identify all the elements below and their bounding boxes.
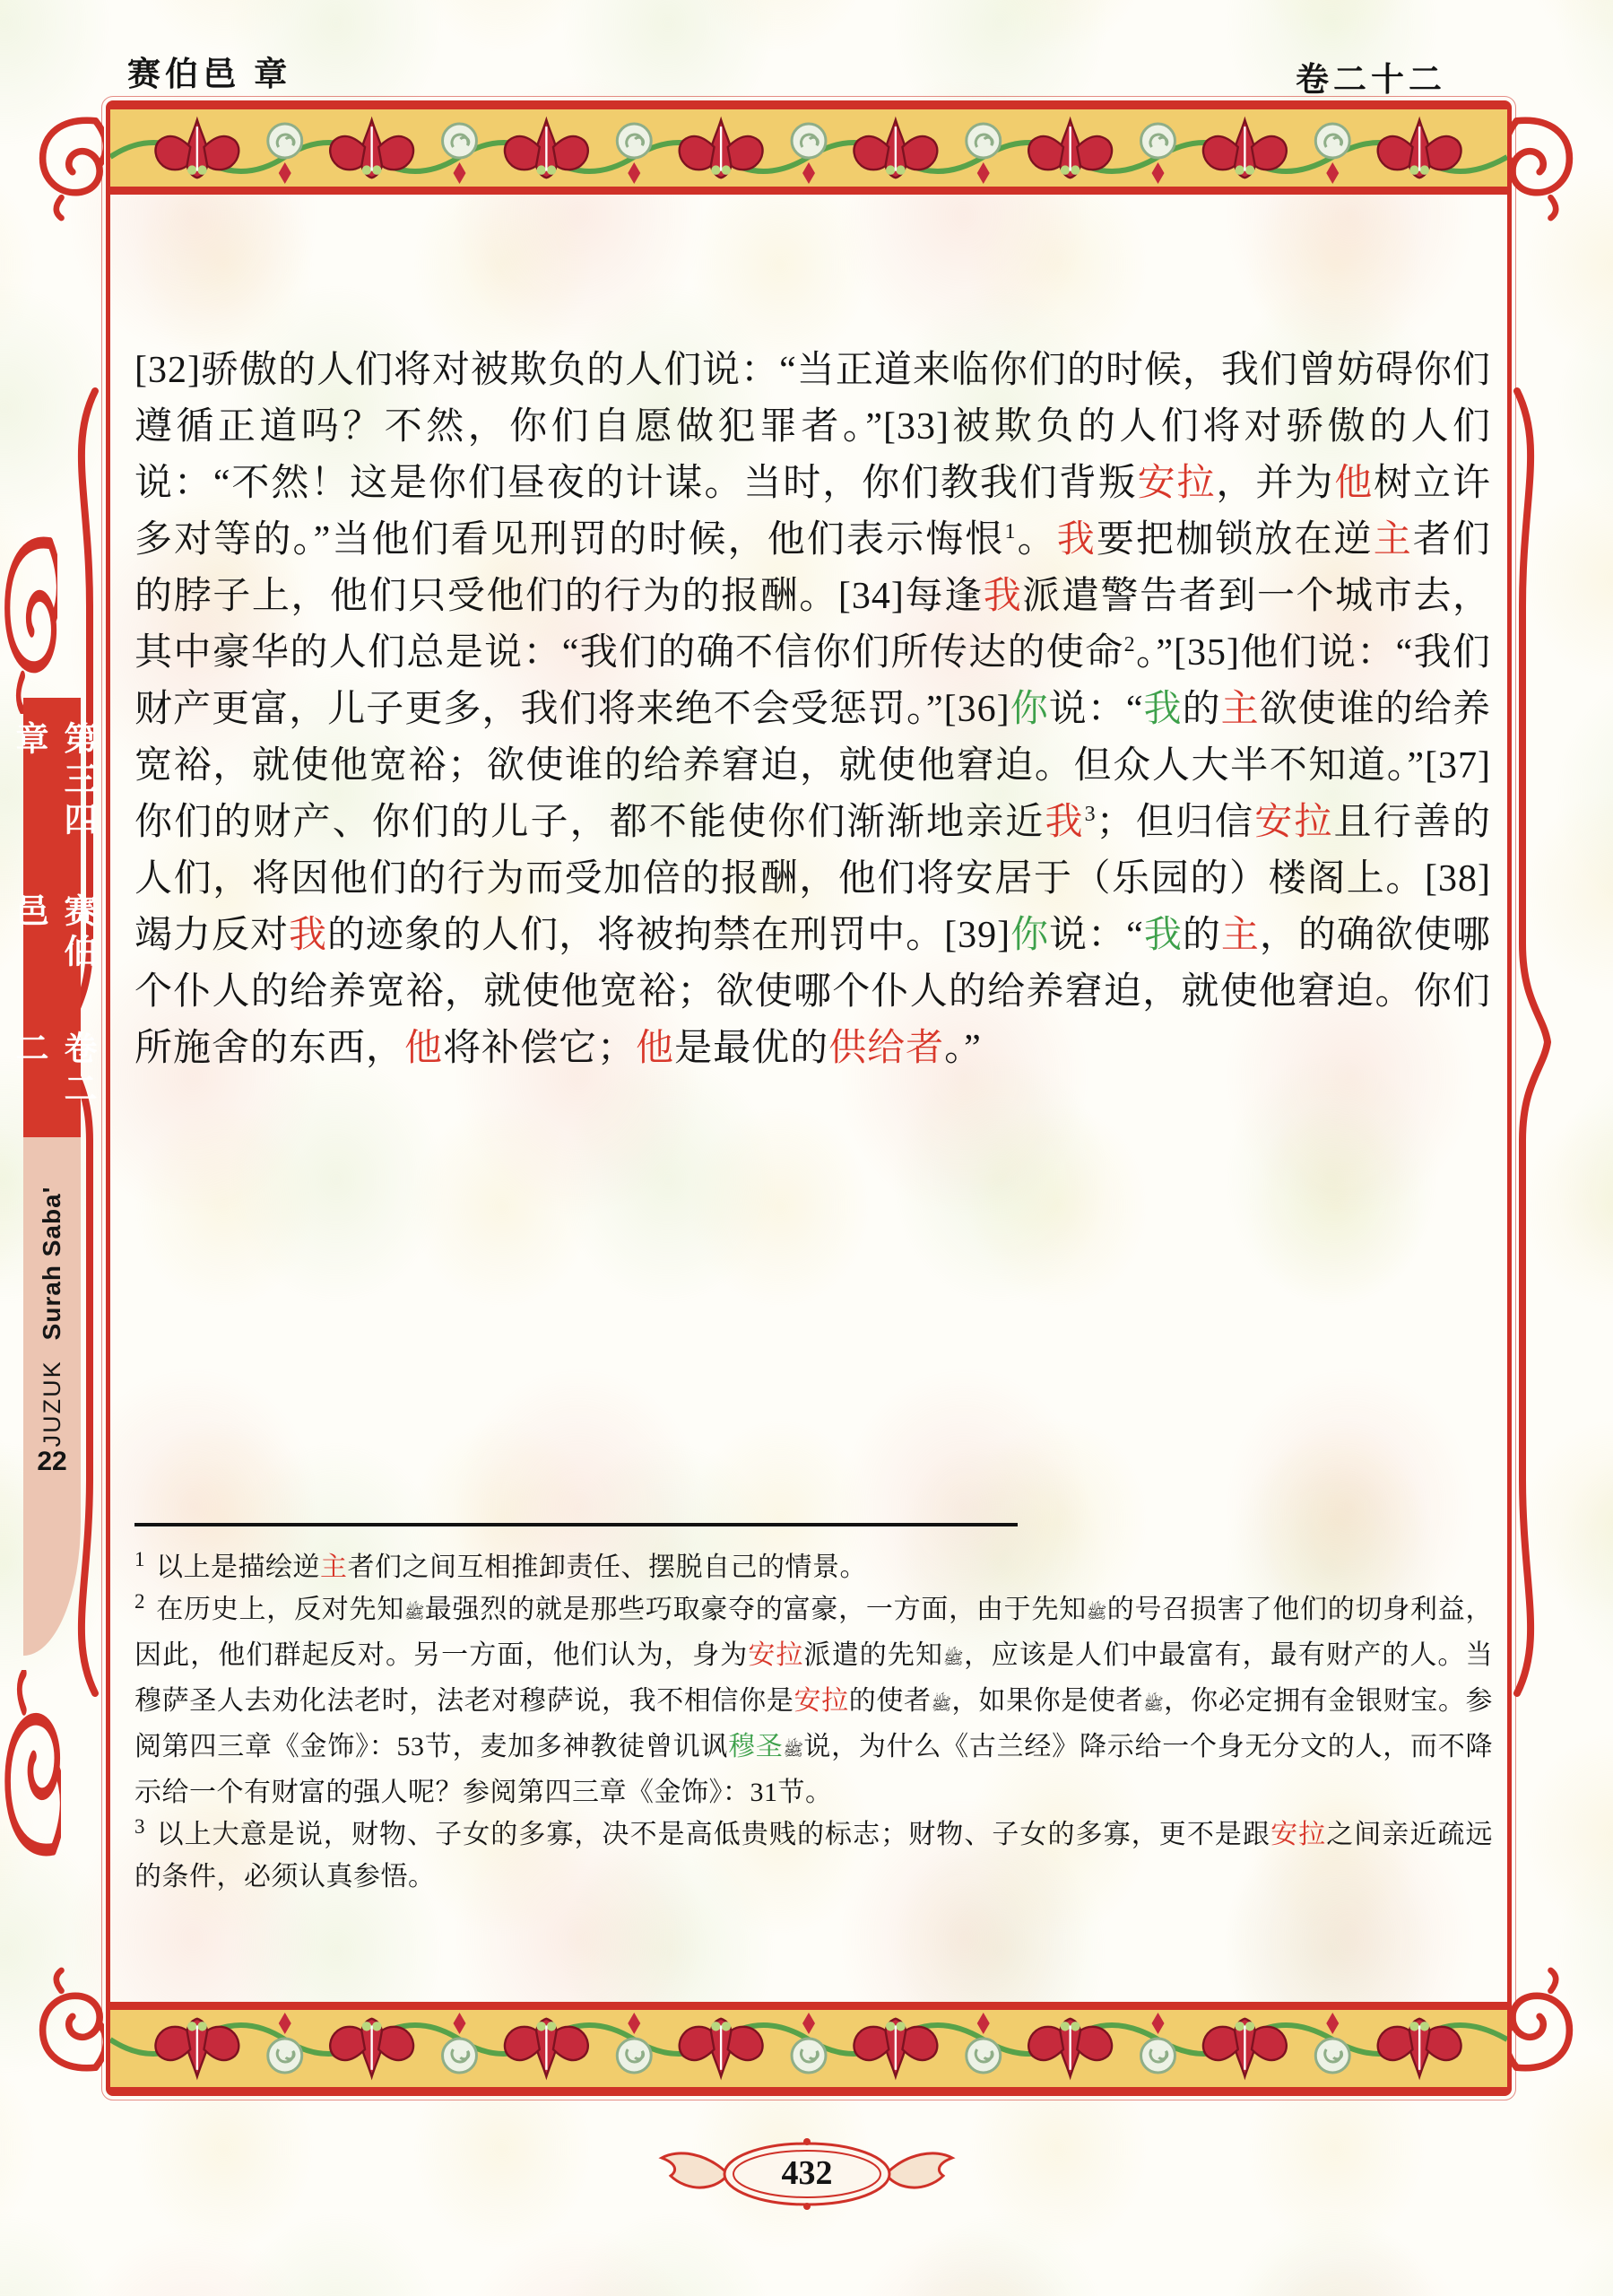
footnote-marker-2: 2 — [134, 1590, 145, 1613]
sidebar-surah-name: 赛伯邑 — [10, 893, 95, 975]
footnote-3 — [134, 1813, 1493, 1898]
sidebar-chapter-bar — [10, 698, 95, 1137]
corner-scroll-ornament — [36, 1966, 104, 2075]
footnote-1-text: 以上是描绘逆主者们之间互相推卸责任、摆脱自己的情景。 — [156, 1552, 867, 1582]
footnote-3-text: 以上大意是说，财物、子女的多寡，决不是高低贵贱的标志；财物、子女的多寡，更不是跟安拉之间亲近疏远的条件，必须认真参悟。 — [134, 1820, 1493, 1892]
sidebar-chapter-number: 第三四章 — [10, 721, 95, 842]
sidebar-volume: 卷二二 — [10, 1031, 95, 1112]
sidebar-juz-label — [38, 1187, 66, 1448]
footnote-2 — [134, 1588, 1493, 1813]
footnotes-section — [134, 1523, 1493, 1898]
page-number: 432 — [781, 2154, 833, 2192]
footnote-1 — [134, 1546, 1493, 1588]
juz-number: 22 — [37, 1447, 67, 1476]
juzuk-label: JUZUK — [39, 1360, 65, 1448]
sidebar-ornament-top — [2, 535, 57, 714]
side-brace-ornament — [1510, 387, 1555, 1697]
corner-scroll-ornament — [1508, 113, 1576, 222]
footnote-divider — [134, 1523, 1018, 1526]
sidebar-ornament-bottom — [2, 1670, 61, 1858]
footnote-marker-1: 1 — [134, 1548, 145, 1570]
page-number-ornament — [653, 2138, 961, 2215]
footnote-2-text: 在历史上，反对先知ﷺ最强烈的就是那些巧取豪夺的富豪，一方面，由于先知ﷺ的号召损害了他们的切身利益，因此，他们群起反对。另一方面，他们认为，身为安拉派遣的先知ﷺ，应该是人们中最富有，最有财产的人。当穆萨圣人去劝化法老时，法老对穆萨说，我不相信你是安拉的使者ﷺ，如果你是使者ﷺ，你必定拥有金银财宝。参阅第四三章《金饰》：53节，麦加多神教徒曾讥讽穆圣ﷺ说，为什么《古兰经》降示给一个身无分文的人，而不降示给一个有财富的强人呢？参阅第四三章《金饰》：31节。 — [134, 1595, 1494, 1807]
surah-label: Surah Saba' — [38, 1186, 65, 1341]
corner-scroll-ornament — [36, 113, 104, 222]
ornamental-band-bottom — [110, 2002, 1507, 2092]
quran-translation-text: [32]骄傲的人们将对被欺负的人们说：“当正道来临你们的时候，我们曾妨碍你们遵循正道吗？不然，你们自愿做犯罪者。”[33]被欺负的人们将对骄傲的人们说：“不然！这是你们昼夜的计谋。当时，你们教我们背叛安拉，并为他树立许多对等的。”当他们看见刑罚的时候，他们表示悔恨$^1$。我要把枷锁放在逆主者们的脖子上，他们只受他们的行为的报酬。[34]每逢我派遣警告者到一个城市去，其中豪华的人们总是说：“我们的确不信你们所传达的使命$^2$。”[35]他们说：“我们财产更富，儿子更多，我们将来绝不会受惩罚。”[36]你说：“我的主欲使谁的给养宽裕，就使他宽裕；欲使谁的给养窘迫，就使他窘迫。但众人大半不知道。”[37]你们的财产、你们的儿子，都不能使你们渐渐地亲近我$^3$；但归信安拉且行善的人们，将因他们的行为而受加倍的报酬，他们将安居于（乐园的）楼阁上。[38]竭力反对我的迹象的人们，将被拘禁在刑罚中。[39]你说：“我的主，的确欲使哪个仆人的给养宽裕，就使他宽裕；欲使哪个仆人的给养窘迫，就使他窘迫。你们所施舍的东西，他将补偿它；他是最优的供给者。” — [134, 350, 1491, 1069]
ornamental-band-top — [110, 105, 1507, 195]
corner-scroll-ornament — [1508, 1966, 1576, 2075]
sidebar-juz-bar — [23, 1137, 81, 1656]
footnote-marker-3: 3 — [134, 1815, 145, 1838]
running-header-left: 赛伯邑 章 — [127, 56, 292, 92]
running-header-right: 卷二十二 — [1296, 61, 1446, 98]
